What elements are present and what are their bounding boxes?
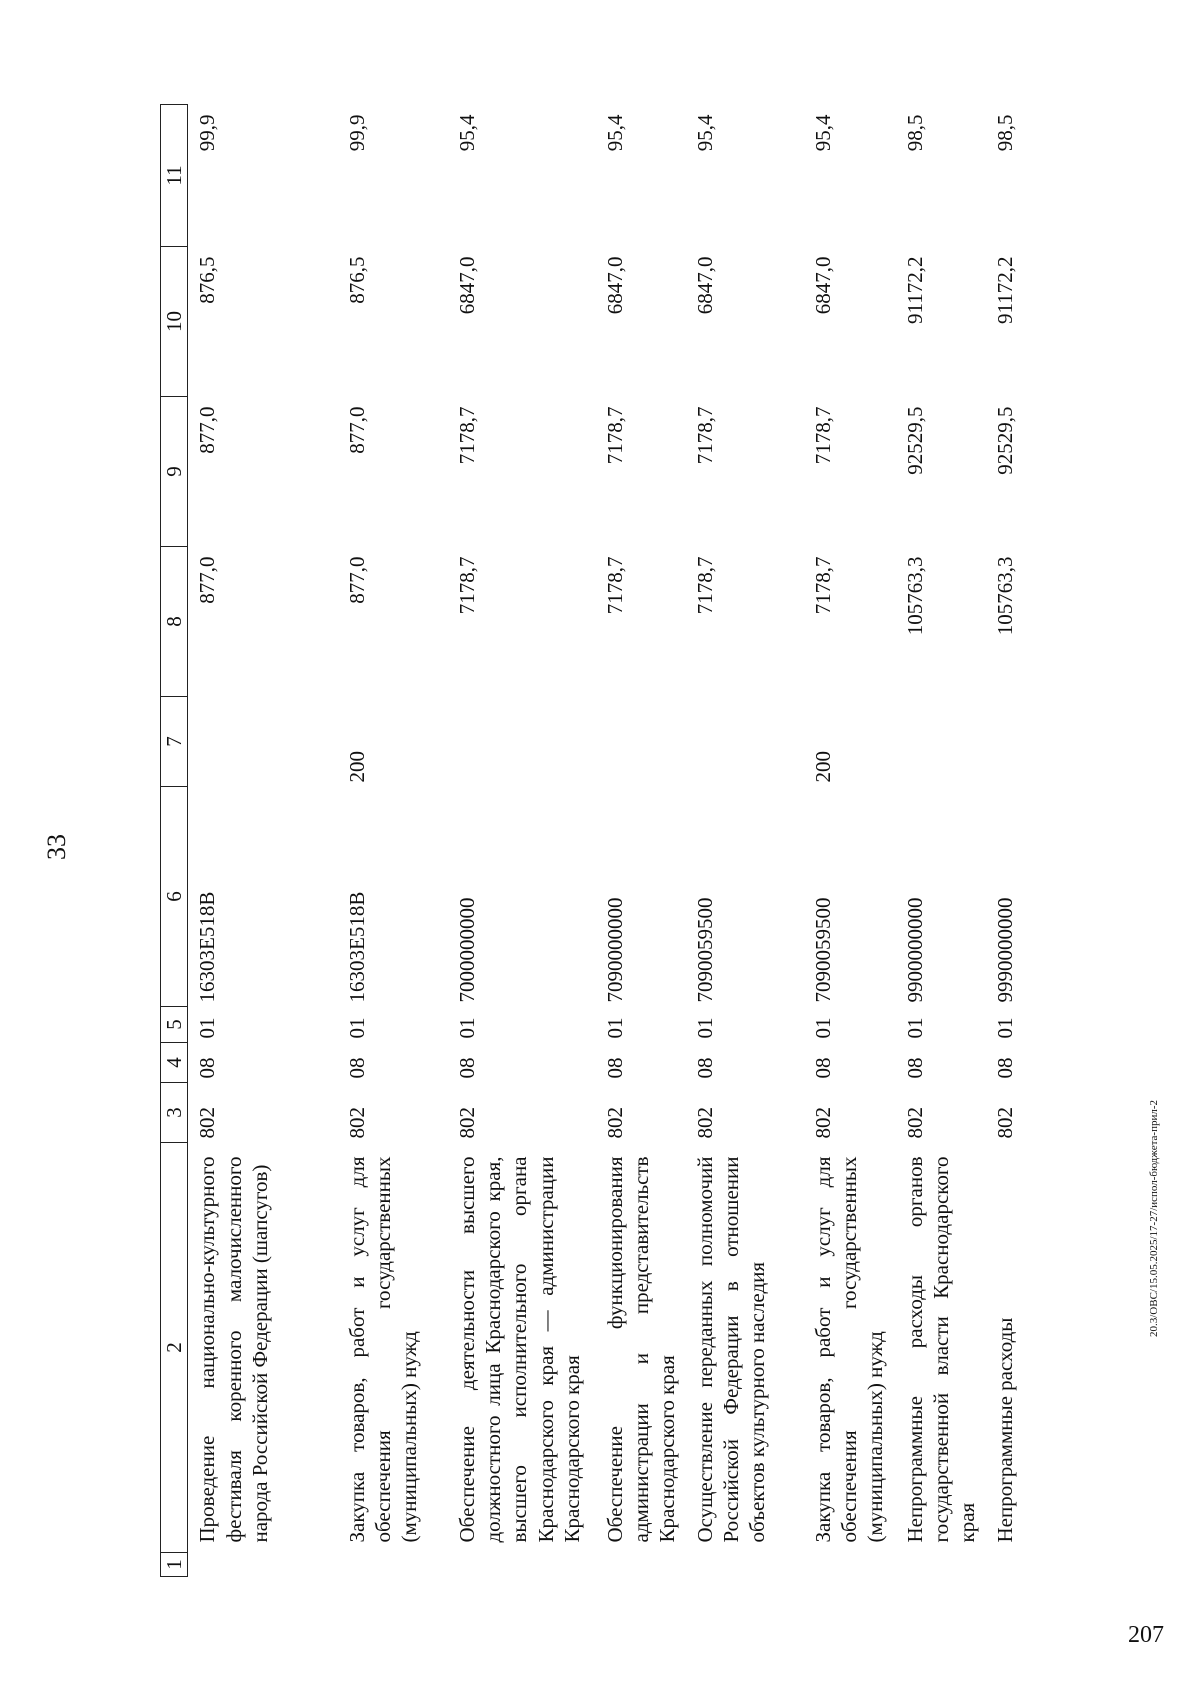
cell-c8: 7178,7 — [602, 556, 627, 615]
cell-c9: 92529,5 — [902, 406, 927, 475]
header-col-3: 3 — [161, 1083, 188, 1143]
header-col-6: 6 — [161, 787, 188, 1007]
cell-c10: 91172,2 — [902, 256, 927, 324]
cell-c9: 7178,7 — [454, 406, 479, 465]
cell-c10: 6847,0 — [810, 256, 835, 315]
cell-c7 — [188, 697, 338, 787]
footer-code: 20.3/OBC/15.05.2025/17-27/испол-бюджета-прил-2 — [1148, 1099, 1160, 1337]
header-col-5: 5 — [161, 1007, 188, 1043]
cell-c10: 6847,0 — [602, 256, 627, 315]
cell-c6: 16303Е518В — [195, 891, 220, 1003]
cell-c10: 876,5 — [344, 256, 369, 304]
row-name: Непрограммные расходы — [992, 1317, 1017, 1543]
cell-c8: 7178,7 — [810, 556, 835, 615]
cell-c3: 802 — [902, 1107, 927, 1139]
cell-c11: 99,9 — [344, 114, 369, 152]
cell-c6: 9990000000 — [992, 897, 1017, 1003]
row-name: Непрограммные расходы органов государственной власти Краснодарского края — [902, 1156, 980, 1543]
cell-c5: 01 — [344, 1017, 369, 1039]
table-row — [896, 105, 986, 1577]
cell-c3: 802 — [195, 1107, 220, 1139]
cell-c11: 99,9 — [195, 114, 220, 152]
cell-c6: 9900000000 — [902, 897, 927, 1003]
header-col-4: 4 — [161, 1043, 188, 1083]
cell-c6: 7090059500 — [692, 897, 717, 1003]
cell-c5: 01 — [195, 1017, 220, 1039]
row-name: Закупка товаров, работ и услуг для обеспечения государственных (муниципальных) нужд — [344, 1156, 422, 1543]
row-name: Проведение национально-культурного фестиваля коренного малочисленного народа Российской Федерации (шапсугов) — [195, 1156, 272, 1543]
row-name: Закупка товаров, работ и услуг для обеспечения государственных (муниципальных) нужд — [810, 1156, 888, 1543]
cell-c9: 877,0 — [195, 406, 220, 454]
cell-c6: 7090000000 — [602, 897, 627, 1003]
cell-c8: 877,0 — [344, 556, 369, 604]
cell-c4: 08 — [602, 1057, 627, 1079]
page-number: 33 — [42, 834, 71, 860]
cell-c7: 200 — [344, 751, 369, 783]
cell-c6: 7000000000 — [454, 897, 479, 1003]
cell-c7 — [986, 697, 1036, 787]
cell-c7 — [686, 697, 804, 787]
cell-c8: 7178,7 — [692, 556, 717, 615]
cell-c7 — [596, 697, 686, 787]
cell-c3: 802 — [602, 1107, 627, 1139]
cell-c5: 01 — [692, 1017, 717, 1039]
header-row — [161, 105, 188, 1577]
table-row — [986, 105, 1036, 1577]
sheet-number: 207 — [1128, 1622, 1164, 1648]
cell-c7: 200 — [810, 751, 835, 783]
cell-c4: 08 — [454, 1057, 479, 1079]
cell-c11: 95,4 — [454, 114, 479, 152]
cell-c10: 6847,0 — [692, 256, 717, 315]
budget-table — [160, 104, 1036, 1577]
cell-c4: 08 — [810, 1057, 835, 1079]
cell-c4: 08 — [902, 1057, 927, 1079]
cell-c9: 7178,7 — [810, 406, 835, 465]
cell-c10: 6847,0 — [454, 256, 479, 315]
cell-c3: 802 — [454, 1107, 479, 1139]
header-col-2: 2 — [161, 1143, 188, 1553]
header-col-11: 11 — [161, 105, 188, 247]
table-row — [686, 105, 804, 1577]
cell-c8: 105763,3 — [902, 556, 927, 636]
cell-c7 — [896, 697, 986, 787]
header-col-1: 1 — [161, 1553, 188, 1577]
cell-c11: 98,5 — [992, 114, 1017, 152]
cell-c3: 802 — [810, 1107, 835, 1139]
cell-c3: 802 — [992, 1107, 1017, 1139]
cell-c9: 7178,7 — [602, 406, 627, 465]
cell-c3: 802 — [344, 1107, 369, 1139]
cell-c4: 08 — [344, 1057, 369, 1079]
cell-c6: 7090059500 — [810, 897, 835, 1003]
cell-c11: 98,5 — [902, 114, 927, 152]
cell-c4: 08 — [692, 1057, 717, 1079]
cell-c5: 01 — [810, 1017, 835, 1039]
cell-c5: 01 — [454, 1017, 479, 1039]
cell-c3: 802 — [692, 1107, 717, 1139]
table-row — [448, 105, 596, 1577]
cell-c4: 08 — [992, 1057, 1017, 1079]
row-name: Обеспечение функционирования администрации и представительств Краснодарского края — [602, 1156, 680, 1543]
table-row — [804, 105, 896, 1577]
cell-c8: 105763,3 — [992, 556, 1017, 636]
header-col-8: 8 — [161, 547, 188, 697]
cell-c11: 95,4 — [692, 114, 717, 152]
cell-c9: 877,0 — [344, 406, 369, 454]
cell-c5: 01 — [602, 1017, 627, 1039]
header-col-10: 10 — [161, 247, 188, 397]
cell-c4: 08 — [195, 1057, 220, 1079]
cell-c9: 7178,7 — [692, 406, 717, 465]
table-row — [596, 105, 686, 1577]
cell-c7 — [448, 697, 596, 787]
cell-c10: 876,5 — [195, 256, 220, 304]
header-col-9: 9 — [161, 397, 188, 547]
cell-c8: 7178,7 — [454, 556, 479, 615]
cell-c5: 01 — [992, 1017, 1017, 1039]
cell-c11: 95,4 — [602, 114, 627, 152]
cell-c8: 877,0 — [195, 556, 220, 604]
cell-c9: 92529,5 — [992, 406, 1017, 475]
cell-c10: 91172,2 — [992, 256, 1017, 324]
cell-c11: 95,4 — [810, 114, 835, 152]
row-name: Осуществление переданных полномочий Российской Федерации в отношении объектов культурного наследия — [692, 1156, 770, 1543]
table-row — [338, 105, 448, 1577]
table-row — [188, 105, 338, 1577]
header-col-7: 7 — [161, 697, 188, 787]
cell-c6: 16303Е518В — [344, 891, 369, 1003]
row-name: Обеспечение деятельности высшего должностного лица Краснодарского края, высшего исполнительного органа Краснодарского края — администрации Краснодарского края — [454, 1156, 584, 1543]
cell-c5: 01 — [902, 1017, 927, 1039]
